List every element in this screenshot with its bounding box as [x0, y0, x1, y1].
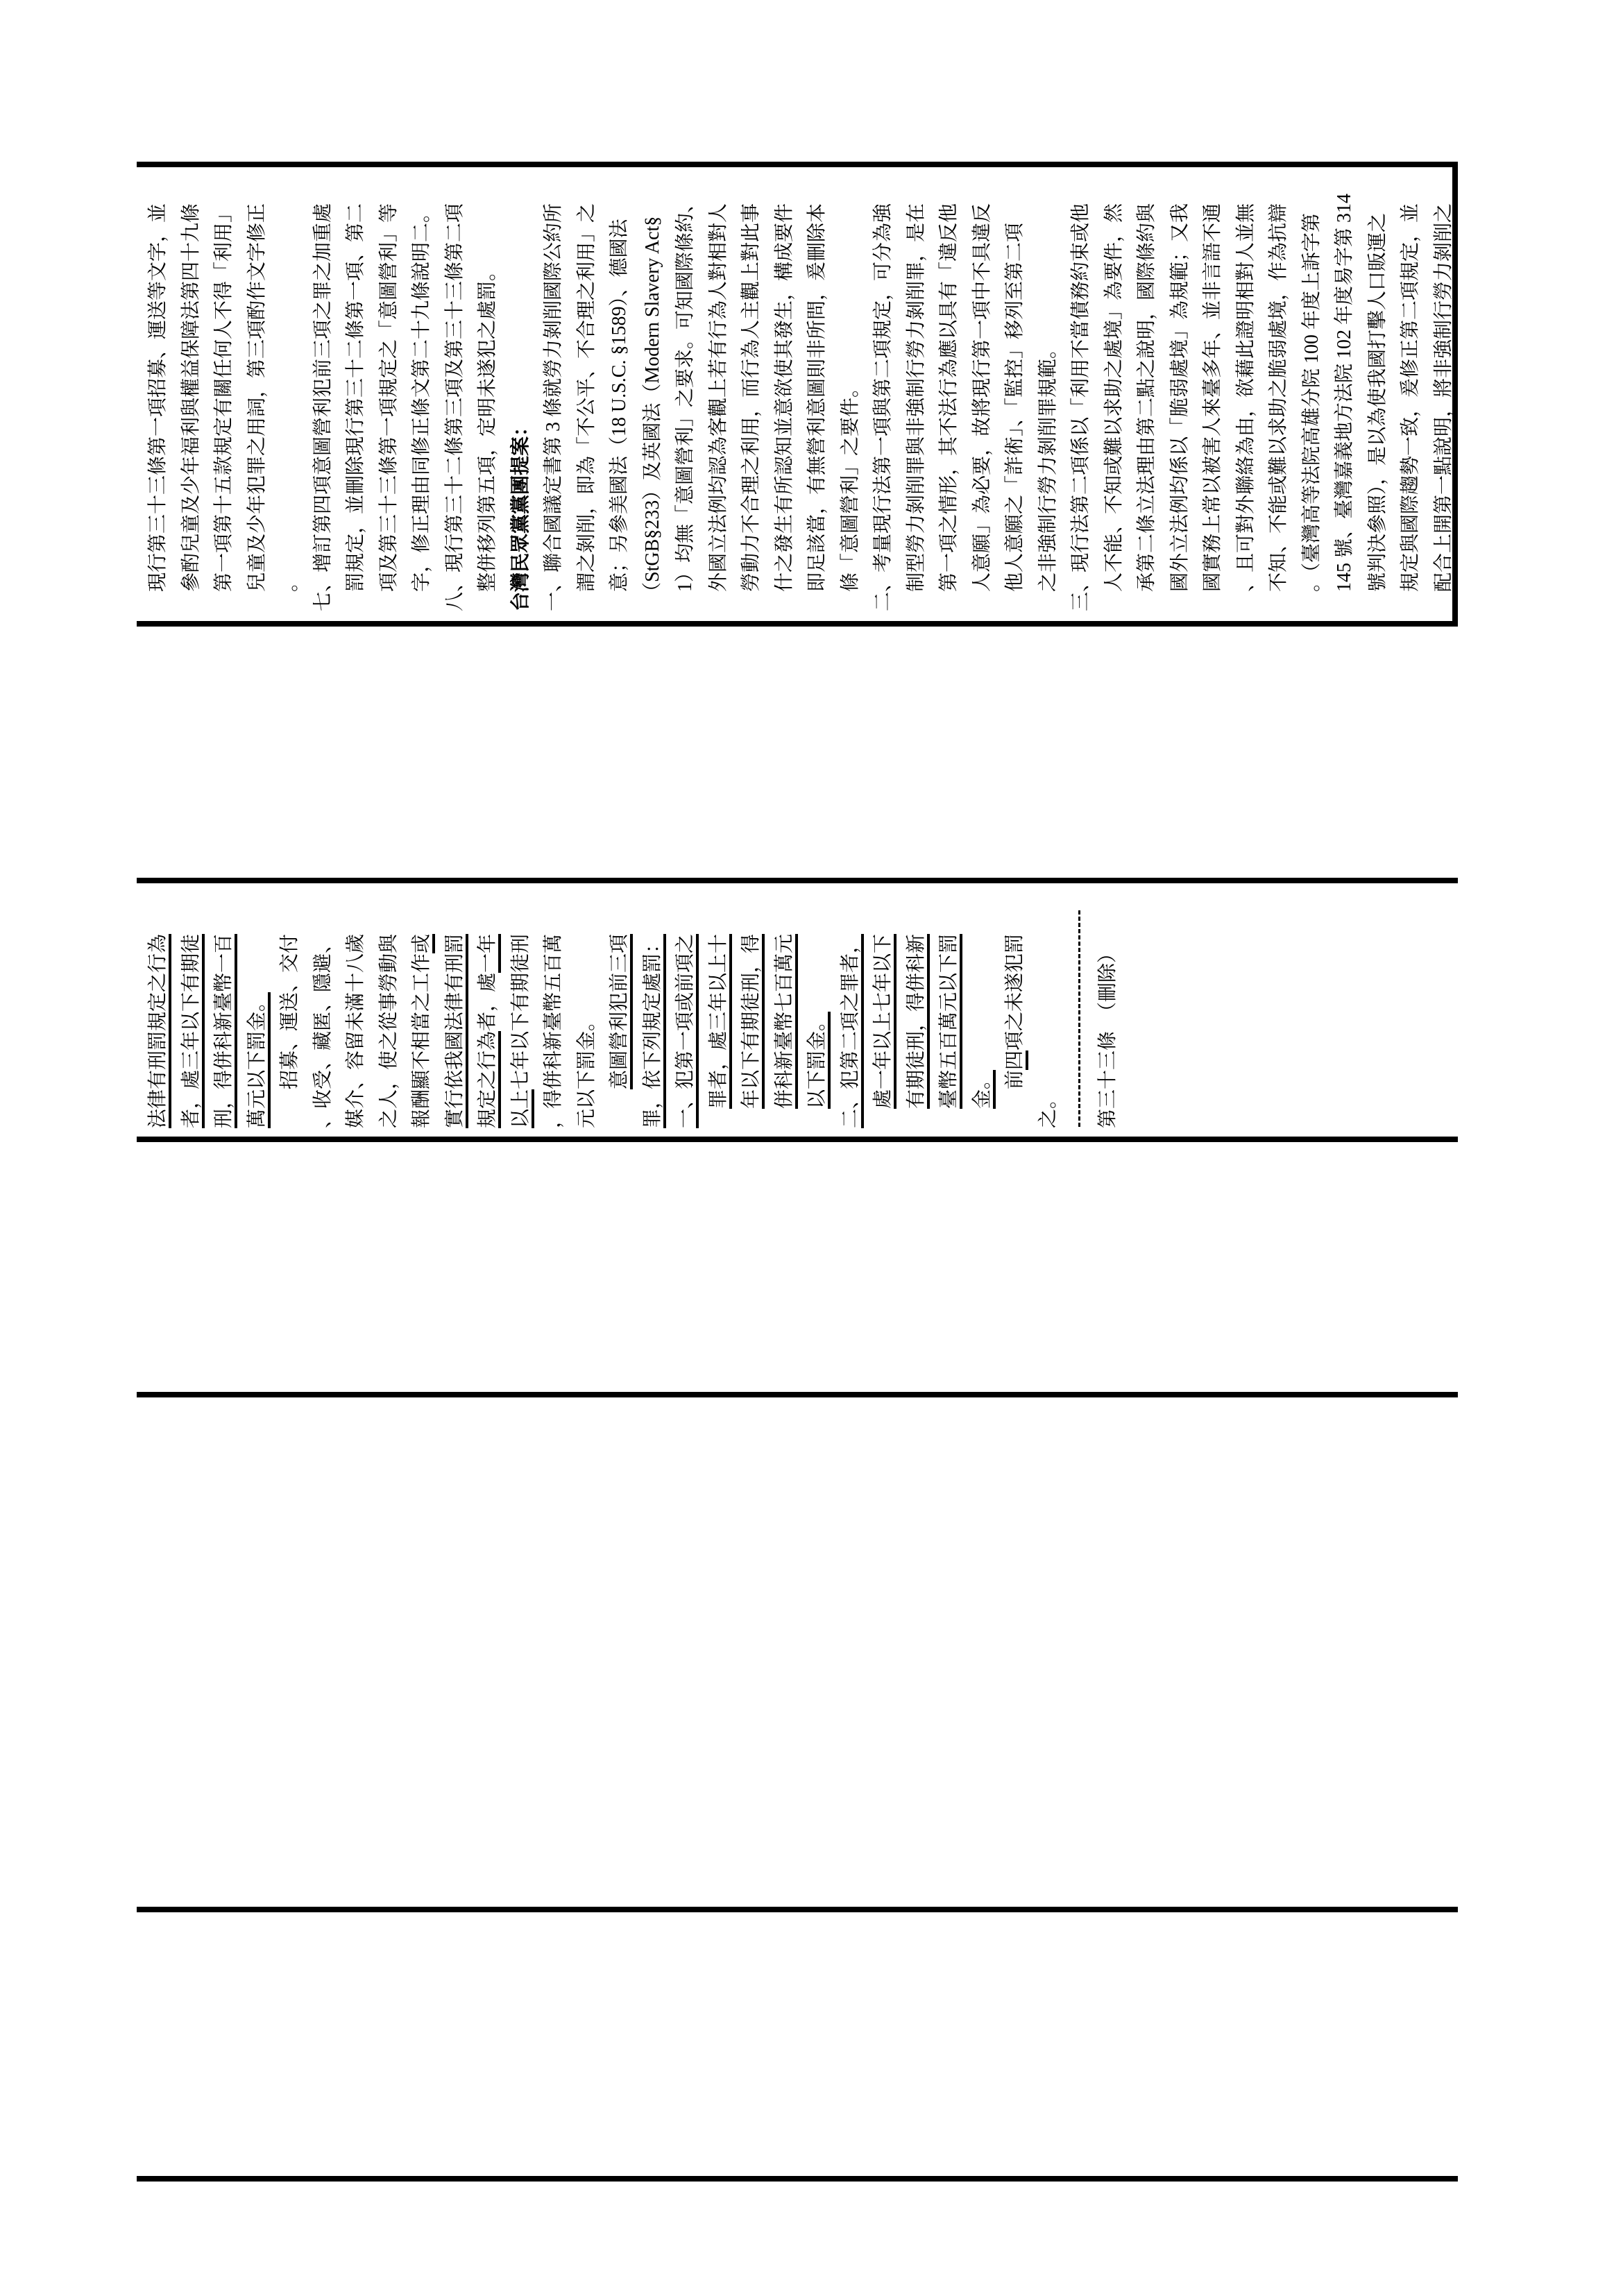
text-line: 整併移列第五項，定明未遂犯之處罰。	[477, 261, 498, 611]
text-line: 台灣民眾黨黨團提案：	[509, 416, 532, 611]
text-line: 八、現行第三十二條第三項及第三十三條第二項	[443, 203, 466, 611]
text-line: 之非強制行勞力剝削罪規範。	[1037, 339, 1059, 611]
text-line: 二、犯第二項之罪者，	[834, 910, 867, 1128]
text-line: 法律有刑罰規定之行為	[142, 910, 175, 1128]
text-line: 第一項之情形，其不法行為應以具有「違反他	[938, 203, 960, 611]
text-line: 項及第三十三條第一項規定之「意圖營利」等	[377, 203, 400, 611]
amendment-column-text	[142, 910, 1125, 1128]
text-line: 金。	[966, 910, 999, 1128]
text-line: 規定與國際趨勢一致，爰修正第二項規定，並	[1400, 203, 1421, 611]
text-line: 勞動力不合理之利用，而行為人主觀上對此事	[740, 203, 762, 611]
text-line: 1）均無「意圖營利」之要求。可知國際條約、	[674, 193, 696, 611]
text-line: 、且可對外聯絡為由，欲藉此證明相對人並無	[1234, 203, 1257, 611]
text-line: 謂之剝削，即為「不公平、不合理之利用」之	[575, 203, 597, 611]
text-line: 承第二條立法理由第二點之說明，國際條約與	[1136, 203, 1157, 611]
text-line: 人意願」為必要，故將現行第一項中不具違反	[971, 203, 993, 611]
table-rule-3	[137, 878, 1458, 883]
text-line: 併科新臺幣七百萬元	[768, 910, 801, 1128]
text-line: 規定之行為者，處一年	[471, 910, 504, 1128]
text-line: 以上七年以下有期徒刑	[504, 910, 538, 1128]
text-line: 不知、不能或難以求助之脆弱處境，作為抗辯	[1268, 203, 1289, 611]
text-line: 者，處三年以下有期徒	[175, 910, 208, 1128]
text-line: 元以下罰金。	[575, 1011, 597, 1128]
text-line: 之。	[1037, 1089, 1059, 1128]
text-line: 三、現行法第二項係以「利用不當債務約束或他	[1070, 203, 1091, 611]
text-line: 招募、運送、交付	[279, 933, 300, 1128]
table-rule-5	[137, 1392, 1458, 1397]
text-line: 一、犯第一項或前項之	[669, 910, 702, 1128]
text-line: 一、聯合國議定書第 3 條就勞力剝削國際公約所	[543, 203, 564, 611]
text-line: 號判決參照），是以為使我國打擊人口販運之	[1366, 212, 1388, 611]
text-line: 實行依我國法律有刑罰	[439, 910, 472, 1128]
table-rule-left-of-explanation-column	[137, 621, 1458, 627]
text-line: 二、考量現行法第一項與第二項規定，可分為強	[872, 203, 894, 611]
text-line: 、收受、藏匿、隱避、	[312, 933, 334, 1128]
text-line: 字，修正理由同修正條文第二十九條說明二。	[411, 203, 432, 611]
text-line: 人不能、不知或難以求助之處境」為要件，然	[1103, 203, 1125, 611]
text-line: 制型勞力剝削罪與非強制行勞力剝削罪，是在	[905, 203, 927, 611]
text-line: 國實務上常以被害人來臺多年、並非言語不通	[1202, 203, 1223, 611]
text-line: 刑，得併科新臺幣一百	[207, 910, 241, 1128]
text-line: 參酌兒童及少年福利與權益保障法第四十九條	[180, 203, 202, 611]
text-line: 兒童及少年犯罪之用詞，第三項酌作文字修正	[246, 203, 268, 611]
table-rule-6	[137, 1907, 1458, 1912]
text-line: 。	[279, 572, 300, 611]
text-line: 之人，使之從事勞動與	[377, 933, 400, 1128]
text-line: 意；另參美國法（18 U.S.C. §1589）、德國法	[609, 219, 630, 611]
table-rule-right-of-explanation-column	[137, 162, 1458, 167]
text-line: 七、增訂第四項意圖營利犯前三項之罪之加重處	[312, 203, 334, 611]
text-line: 第三十三條 （刪除）	[1097, 943, 1119, 1128]
text-line: 條「意圖營利」之要件。	[839, 377, 861, 611]
text-line: 以下罰金。	[801, 910, 834, 1128]
text-line: 年以下有期徒刑，得	[735, 910, 768, 1128]
text-line: 罪者，處三年以上十	[702, 910, 736, 1128]
text-line: 前四項之未遂犯罰	[999, 910, 1032, 1128]
text-line: 處一年以上七年以下	[867, 910, 900, 1128]
text-line: （StGB§233）及英國法（Modern Slavery Act§	[641, 216, 663, 611]
text-line: 意圖營利犯前三項	[603, 910, 636, 1128]
text-line: 國外立法例均係以「脆弱處境」為規範；又我	[1169, 203, 1191, 611]
article-separator-dashed-line	[1078, 910, 1080, 1127]
text-line: ，得併科新臺幣五百萬	[543, 933, 564, 1128]
text-line: 他人意願之「詐術」、「監控」移列至第二項	[1004, 222, 1026, 611]
text-line: 第一項第十五款規定有關任何人不得「利用」	[213, 203, 235, 611]
table-rule-right-of-amendment-column	[137, 1137, 1458, 1142]
text-line: 現行第三十三條第一項招募、運送等文字，並	[147, 203, 169, 611]
text-line: 。（臺灣高等法院高雄分院 100 年度上訴字第	[1300, 212, 1323, 611]
text-line: 報酬顯不相當之工作或	[405, 910, 439, 1128]
text-line: 罰規定，並刪除現行第三十二條第一項、第二	[345, 203, 366, 611]
table-rule-7	[137, 2176, 1458, 2182]
text-line: 什之發生有所認知並意欲使其發生，構成要件	[773, 203, 795, 611]
text-line: 145 號、臺灣嘉義地方法院 102 年度易字第 314	[1334, 193, 1355, 611]
text-line: 外國立法例均認為客觀上若有行為人對相對人	[707, 203, 729, 611]
text-line: 媒介、容留未滿十八歲	[345, 933, 366, 1128]
text-line: 臺幣五百萬元以下罰	[933, 910, 966, 1128]
text-line: 即足該當，有無營利意圖則非所問，爰刪除本	[806, 203, 828, 611]
text-line: 配合上開第一點說明，將非強制行勞力剝削之	[1432, 203, 1454, 611]
explanation-column-text	[142, 194, 1460, 611]
text-line: 萬元以下罰金。	[241, 910, 274, 1128]
text-line: 罪，依下列規定處罰：	[636, 910, 670, 1128]
text-line: 有期徒刑，得併科新	[900, 910, 933, 1128]
